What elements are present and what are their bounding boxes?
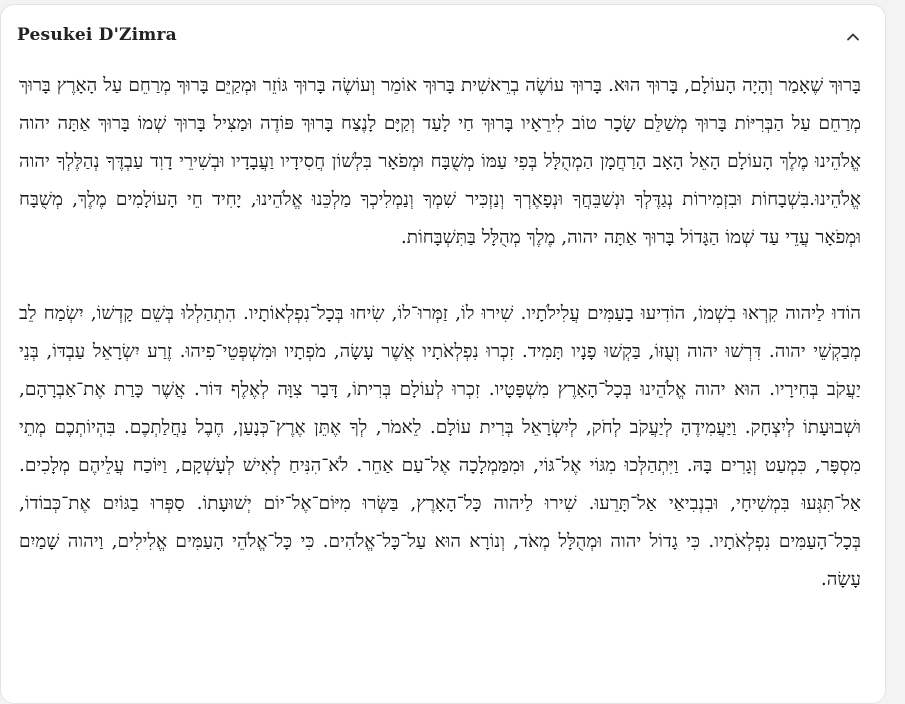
section-title: Pesukei D'Zimra bbox=[17, 25, 177, 45]
prayer-section-card bbox=[0, 4, 886, 704]
paragraph-hodu: הוֹדוּ לַיהוה קִרְאוּ בִשְׁמוֹ, הוֹדִיעוּ בָעַמִּים עֲלִילֹתָיו. שִׁירוּ לוֹ, זַמְּרוּ־לוֹ, שִׂיחוּ בְּכָל־נִפְלְאוֹתָיו. הִתְהַלְלוּ בְּשֵׁם קָדְשׁוֹ, יִשְׂמַח לֵב מְבַקְשֵׁי יהוה. דִּרְשׁוּ יהוה וְעֻזּוֹ, בַּקְשׁוּ פָנָיו תָּמִיד. זִכְרוּ נִפְלְאֹתָיו אֲשֶׁר עָשָׂה, מֹפְתָיו וּמִשְׁפְּטֵי־פִיהוּ. זֶרַע יִשְׂרָאֵל עַבְדּוֹ, בְּנֵי יַעֲקֹב בְּחִירָיו. הוּא יהוה אֱלֹהֵינוּ בְּכָל־הָאָרֶץ מִשְׁפָּטָיו. זִכְרוּ לְעוֹלָם בְּרִיתוֹ, דָּבָר צִוָּה לְאֶלֶף דּוֹר. אֲשֶׁר כָּרַת אֶת־אַבְרָהָם, וּשְׁבוּעָתוֹ לְיִצְחָק. וַיַּעֲמִידֶהָ לְיַעֲקֹב לְחֹק, לְיִשְׂרָאֵל בְּרִית עוֹלָם. לֵאמֹר, לְךָ אֶתֵּן אֶרֶץ־כְּנָעַן, חֶבֶל נַחֲלַתְכֶם. בִּהְיוֹתְכֶם מְתֵי מִסְפָּר, כִּמְעַט וְגָרִים בָּהּ. וַיִּתְהַלְּכוּ מִגּוֹי אֶל־גּוֹי, וּמִמַּמְלָכָה אֶל־עַם אַחֵר. לֹא־הִנִּיחַ לְאִישׁ לְעָשְׁקָם, וַיּוֹכַח עֲלֵיהֶם מְלָכִים. אַל־תִּגְּעוּ בִּמְשִׁיחָי, וּבִנְבִיאַי אַל־תָּרֵעוּ. שִׁירוּ לַיהוה כָּל־הָאָרֶץ, בַּשְּׂרוּ מִיּוֹם־אֶל־יוֹם יְשׁוּעָתוֹ. סַפְּרוּ בַגּוֹיִם אֶת־כְּבוֹדוֹ, בְּכָל־הָעַמִּים נִפְלְאֹתָיו. כִּי גָדוֹל יהוה וּמְהֻלָּל מְאֹד, וְנוֹרָא הוּא עַל־כָּל־אֱלֹהִים. כִּי כָּל־אֱלֹהֵי הָעַמִּים אֱלִילִים, וַיהוה שָׁמַיִם עָשָׂה. bbox=[19, 303, 861, 590]
prayer-text bbox=[19, 67, 861, 637]
collapse-button[interactable] bbox=[839, 23, 867, 51]
chevron-up-icon bbox=[845, 29, 861, 45]
paragraph-baruch-sheamar: בָּרוּךְ שֶׁאָמַר וְהָיָה הָעוֹלָם, בָּרוּךְ הוּא. בָּרוּךְ עוֹשֶׂה בְרֵאשִׁית בָּרוּךְ אוֹמֵר וְעוֹשֶׂה בָּרוּךְ גּוֹזֵר וּמְקַיֵּם בָּרוּךְ מְרַחֵם עַל הָאָרֶץ בָּרוּךְ מְרַחֵם עַל הַבְּרִיּוֹת בָּרוּךְ מְשַׁלֵּם שָׂכָר טוֹב לִירֵאָיו בָּרוּךְ חַי לָעַד וְקַיָּם לָנֶצַח בָּרוּךְ פּוֹדֶה וּמַצִּיל בָּרוּךְ שְׁמוֹ בָּרוּךְ אַתָּה יהוה אֱלֹהֵינוּ מֶלֶךְ הָעוֹלָם הָאֵל הָאָב הָרַחֲמָן הַמְהֻלָּל בְּפִי עַמּוֹ מְשֻׁבָּח וּמְפֹאָר בִּלְשׁוֹן חֲסִידָיו וַעֲבָדָיו וּבְשִׁירֵי דָוִד עַבְדֶּךָ נְהַלֶּלְךָ יהוה אֱלֹהֵינוּ.בִּשְׁבָחוֹת וּבִזְמִירוֹת נְגַדֶּלְךָ וּנְשַׁבֵּחֲךָ וּנְפָאֶרְךָ וְנַזְכִּיר שִׁמְךָ וְנַמְלִיכְךָ מַלְכֵּנוּ אֱלֹהֵינוּ, יָחִיד חֵי הָעוֹלָמִים מֶלֶךְ, מְשֻׁבָּח וּמְפֹאָר עֲדֵי עַד שְׁמוֹ הַגָּדוֹל בָּרוּךְ אַתָּה יהוה, מֶלֶךְ מְהֻלָּל בַּתִּשְׁבָּחוֹת. bbox=[19, 75, 861, 248]
section-header[interactable] bbox=[17, 23, 869, 51]
